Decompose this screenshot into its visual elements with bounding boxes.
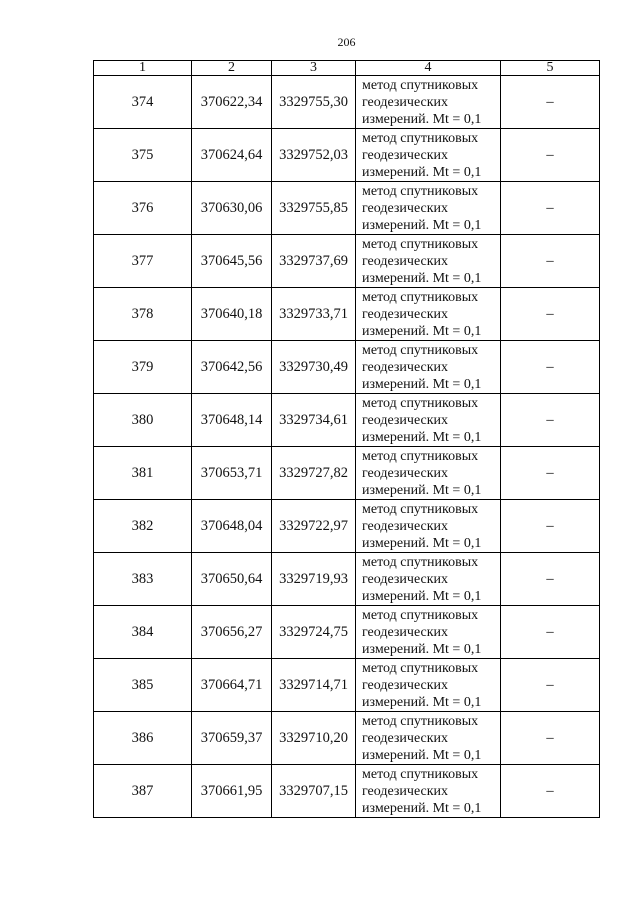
method-line: измерений. Mt = 0,1 <box>362 376 482 392</box>
page-number: 206 <box>337 35 356 49</box>
cell-point-number: 385 <box>94 659 192 712</box>
cell-col-3: 3329719,93 <box>272 553 356 606</box>
cell-method <box>356 553 501 606</box>
method-line: измерений. Mt = 0,1 <box>362 641 482 657</box>
cell-point-number: 376 <box>94 182 192 235</box>
cell-col-2: 370648,14 <box>192 394 272 447</box>
cell-col-5: – <box>501 288 600 341</box>
cell-method <box>356 394 501 447</box>
cell-method <box>356 76 501 129</box>
method-line: метод спутниковых <box>362 236 479 252</box>
cell-method <box>356 659 501 712</box>
cell-col-2: 370648,04 <box>192 500 272 553</box>
method-line: метод спутниковых <box>362 607 479 623</box>
cell-col-3: 3329730,49 <box>272 341 356 394</box>
cell-point-number: 374 <box>94 76 192 129</box>
method-line: измерений. Mt = 0,1 <box>362 429 482 445</box>
method-line: геодезических <box>362 147 449 163</box>
method-line: метод спутниковых <box>362 554 479 570</box>
cell-point-number: 379 <box>94 341 192 394</box>
cell-point-number: 387 <box>94 765 192 818</box>
cell-col-3: 3329734,61 <box>272 394 356 447</box>
coordinates-table <box>93 60 600 818</box>
method-line: геодезических <box>362 94 449 110</box>
cell-col-3: 3329727,82 <box>272 447 356 500</box>
cell-col-3: 3329724,75 <box>272 606 356 659</box>
cell-col-5: – <box>501 606 600 659</box>
method-line: геодезических <box>362 783 449 799</box>
method-line: измерений. Mt = 0,1 <box>362 111 482 127</box>
cell-col-2: 370640,18 <box>192 288 272 341</box>
cell-col-5: – <box>501 500 600 553</box>
cell-method <box>356 341 501 394</box>
cell-method <box>356 235 501 288</box>
header-col-5: 5 <box>501 61 600 76</box>
cell-col-3: 3329755,30 <box>272 76 356 129</box>
method-line: измерений. Mt = 0,1 <box>362 535 482 551</box>
cell-col-5: – <box>501 712 600 765</box>
method-line: метод спутниковых <box>362 130 479 146</box>
cell-col-2: 370659,37 <box>192 712 272 765</box>
method-line: измерений. Mt = 0,1 <box>362 164 482 180</box>
cell-method <box>356 129 501 182</box>
cell-col-2: 370650,64 <box>192 553 272 606</box>
method-line: геодезических <box>362 677 449 693</box>
header-col-1: 1 <box>94 61 192 76</box>
method-line: геодезических <box>362 571 449 587</box>
cell-col-2: 370630,06 <box>192 182 272 235</box>
cell-col-5: – <box>501 659 600 712</box>
method-line: метод спутниковых <box>362 713 479 729</box>
cell-col-2: 370656,27 <box>192 606 272 659</box>
cell-point-number: 380 <box>94 394 192 447</box>
method-line: метод спутниковых <box>362 395 479 411</box>
method-line: измерений. Mt = 0,1 <box>362 694 482 710</box>
cell-point-number: 378 <box>94 288 192 341</box>
cell-col-2: 370624,64 <box>192 129 272 182</box>
method-line: геодезических <box>362 518 449 534</box>
cell-point-number: 375 <box>94 129 192 182</box>
method-line: геодезических <box>362 412 449 428</box>
cell-method <box>356 765 501 818</box>
method-line: геодезических <box>362 465 449 481</box>
method-line: измерений. Mt = 0,1 <box>362 482 482 498</box>
method-line: метод спутниковых <box>362 342 479 358</box>
header-col-2: 2 <box>192 61 272 76</box>
method-line: измерений. Mt = 0,1 <box>362 270 482 286</box>
cell-method <box>356 447 501 500</box>
cell-col-5: – <box>501 76 600 129</box>
cell-col-3: 3329710,20 <box>272 712 356 765</box>
cell-point-number: 382 <box>94 500 192 553</box>
cell-point-number: 377 <box>94 235 192 288</box>
header-col-4: 4 <box>356 61 501 76</box>
method-line: метод спутниковых <box>362 660 479 676</box>
method-line: геодезических <box>362 306 449 322</box>
method-line: геодезических <box>362 624 449 640</box>
cell-col-2: 370645,56 <box>192 235 272 288</box>
cell-point-number: 386 <box>94 712 192 765</box>
cell-col-5: – <box>501 129 600 182</box>
cell-col-2: 370664,71 <box>192 659 272 712</box>
method-line: геодезических <box>362 200 449 216</box>
method-line: измерений. Mt = 0,1 <box>362 588 482 604</box>
cell-point-number: 381 <box>94 447 192 500</box>
cell-col-5: – <box>501 235 600 288</box>
cell-method <box>356 712 501 765</box>
cell-col-5: – <box>501 341 600 394</box>
cell-col-3: 3329722,97 <box>272 500 356 553</box>
cell-col-2: 370642,56 <box>192 341 272 394</box>
cell-point-number: 384 <box>94 606 192 659</box>
method-line: метод спутниковых <box>362 289 479 305</box>
method-line: геодезических <box>362 359 449 375</box>
method-line: метод спутниковых <box>362 448 479 464</box>
method-line: метод спутниковых <box>362 77 479 93</box>
method-line: измерений. Mt = 0,1 <box>362 323 482 339</box>
cell-col-5: – <box>501 447 600 500</box>
cell-col-3: 3329737,69 <box>272 235 356 288</box>
method-line: измерений. Mt = 0,1 <box>362 800 482 816</box>
cell-col-2: 370661,95 <box>192 765 272 818</box>
cell-col-3: 3329707,15 <box>272 765 356 818</box>
method-line: геодезических <box>362 730 449 746</box>
method-line: метод спутниковых <box>362 766 479 782</box>
cell-col-2: 370622,34 <box>192 76 272 129</box>
cell-col-3: 3329752,03 <box>272 129 356 182</box>
cell-col-5: – <box>501 394 600 447</box>
cell-method <box>356 606 501 659</box>
cell-col-3: 3329755,85 <box>272 182 356 235</box>
cell-method <box>356 182 501 235</box>
header-col-3: 3 <box>272 61 356 76</box>
method-line: геодезических <box>362 253 449 269</box>
cell-col-3: 3329714,71 <box>272 659 356 712</box>
cell-method <box>356 500 501 553</box>
cell-point-number: 383 <box>94 553 192 606</box>
cell-method <box>356 288 501 341</box>
cell-col-5: – <box>501 765 600 818</box>
method-line: измерений. Mt = 0,1 <box>362 217 482 233</box>
method-line: метод спутниковых <box>362 183 479 199</box>
cell-col-5: – <box>501 182 600 235</box>
cell-col-2: 370653,71 <box>192 447 272 500</box>
cell-col-5: – <box>501 553 600 606</box>
method-line: измерений. Mt = 0,1 <box>362 747 482 763</box>
cell-col-3: 3329733,71 <box>272 288 356 341</box>
method-line: метод спутниковых <box>362 501 479 517</box>
